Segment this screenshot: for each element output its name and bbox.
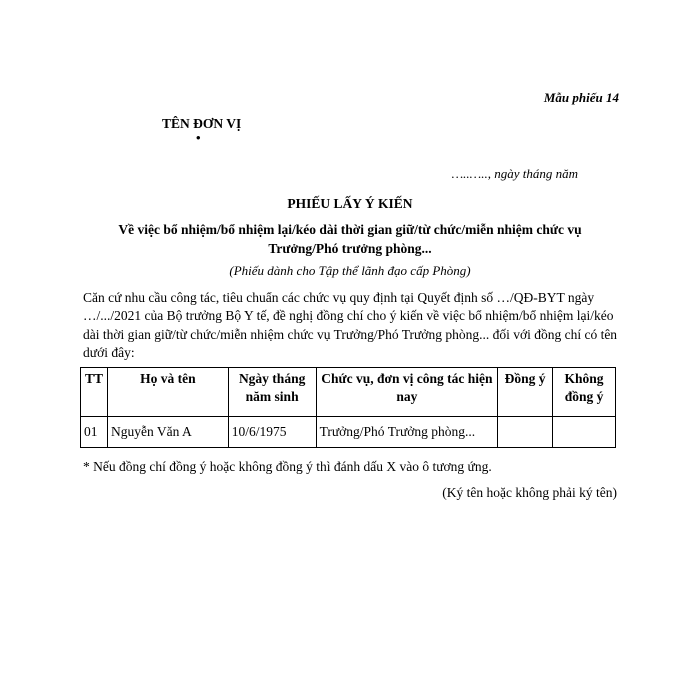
nominee-table [80, 367, 616, 448]
page-title: PHIẾU LẤY Ý KIẾN [287, 196, 413, 211]
table-header-row [81, 368, 616, 417]
subject-text: Về việc bổ nhiệm/bổ nhiệm lại/kéo dài thời gian giữ/từ chức/miễn nhiệm chức vụ Trưởng/Phó trưởng phòng... [118, 222, 582, 256]
subject-container [0, 220, 700, 258]
header-tt: TT [81, 368, 108, 417]
header-agree: Đồng ý [498, 368, 553, 417]
date-line: …..….., ngày tháng năm [451, 166, 578, 181]
form-code: Mẫu phiếu 14 [543, 90, 619, 105]
audience-note: (Phiếu dành cho Tập thể lãnh đạo cấp Phòng) [229, 263, 471, 278]
signature-note: (Ký tên hoặc không phải ký tên) [442, 485, 617, 500]
cell-disagree[interactable] [553, 417, 616, 448]
cell-name: Nguyễn Văn A [107, 417, 228, 448]
header-position: Chức vụ, đơn vị công tác hiện nay [316, 368, 498, 417]
header-dob: Ngày tháng năm sinh [228, 368, 316, 417]
header-disagree: Không đồng ý [553, 368, 616, 417]
body-paragraph: Căn cứ nhu cầu công tác, tiêu chuẩn các chức vụ quy định tại Quyết định số …/QĐ-BYT ngày …/.../2021 của Bộ trưởng Bộ Y tế, đề nghị đồng chí cho ý kiến về việc bổ nhiệm/bổ nhiệm lại/kéo dài thời gian giữ/từ chức/miễn nhiệm chức vụ Trưởng/Phó Trưởng phòng... đối với đồng chí có tên dưới đây: [83, 290, 618, 360]
cell-agree[interactable] [498, 417, 553, 448]
footnote: * Nếu đồng chí đồng ý hoặc không đồng ý thì đánh dấu X vào ô tương ứng. [83, 459, 492, 474]
cell-tt: 01 [81, 417, 108, 448]
unit-name: TÊN ĐƠN VỊ [162, 116, 242, 131]
unit-bullet: • [196, 130, 201, 145]
header-name: Họ và tên [107, 368, 228, 417]
cell-dob: 10/6/1975 [228, 417, 316, 448]
cell-position: Trưởng/Phó Trưởng phòng... [316, 417, 498, 448]
table-row [81, 417, 616, 448]
